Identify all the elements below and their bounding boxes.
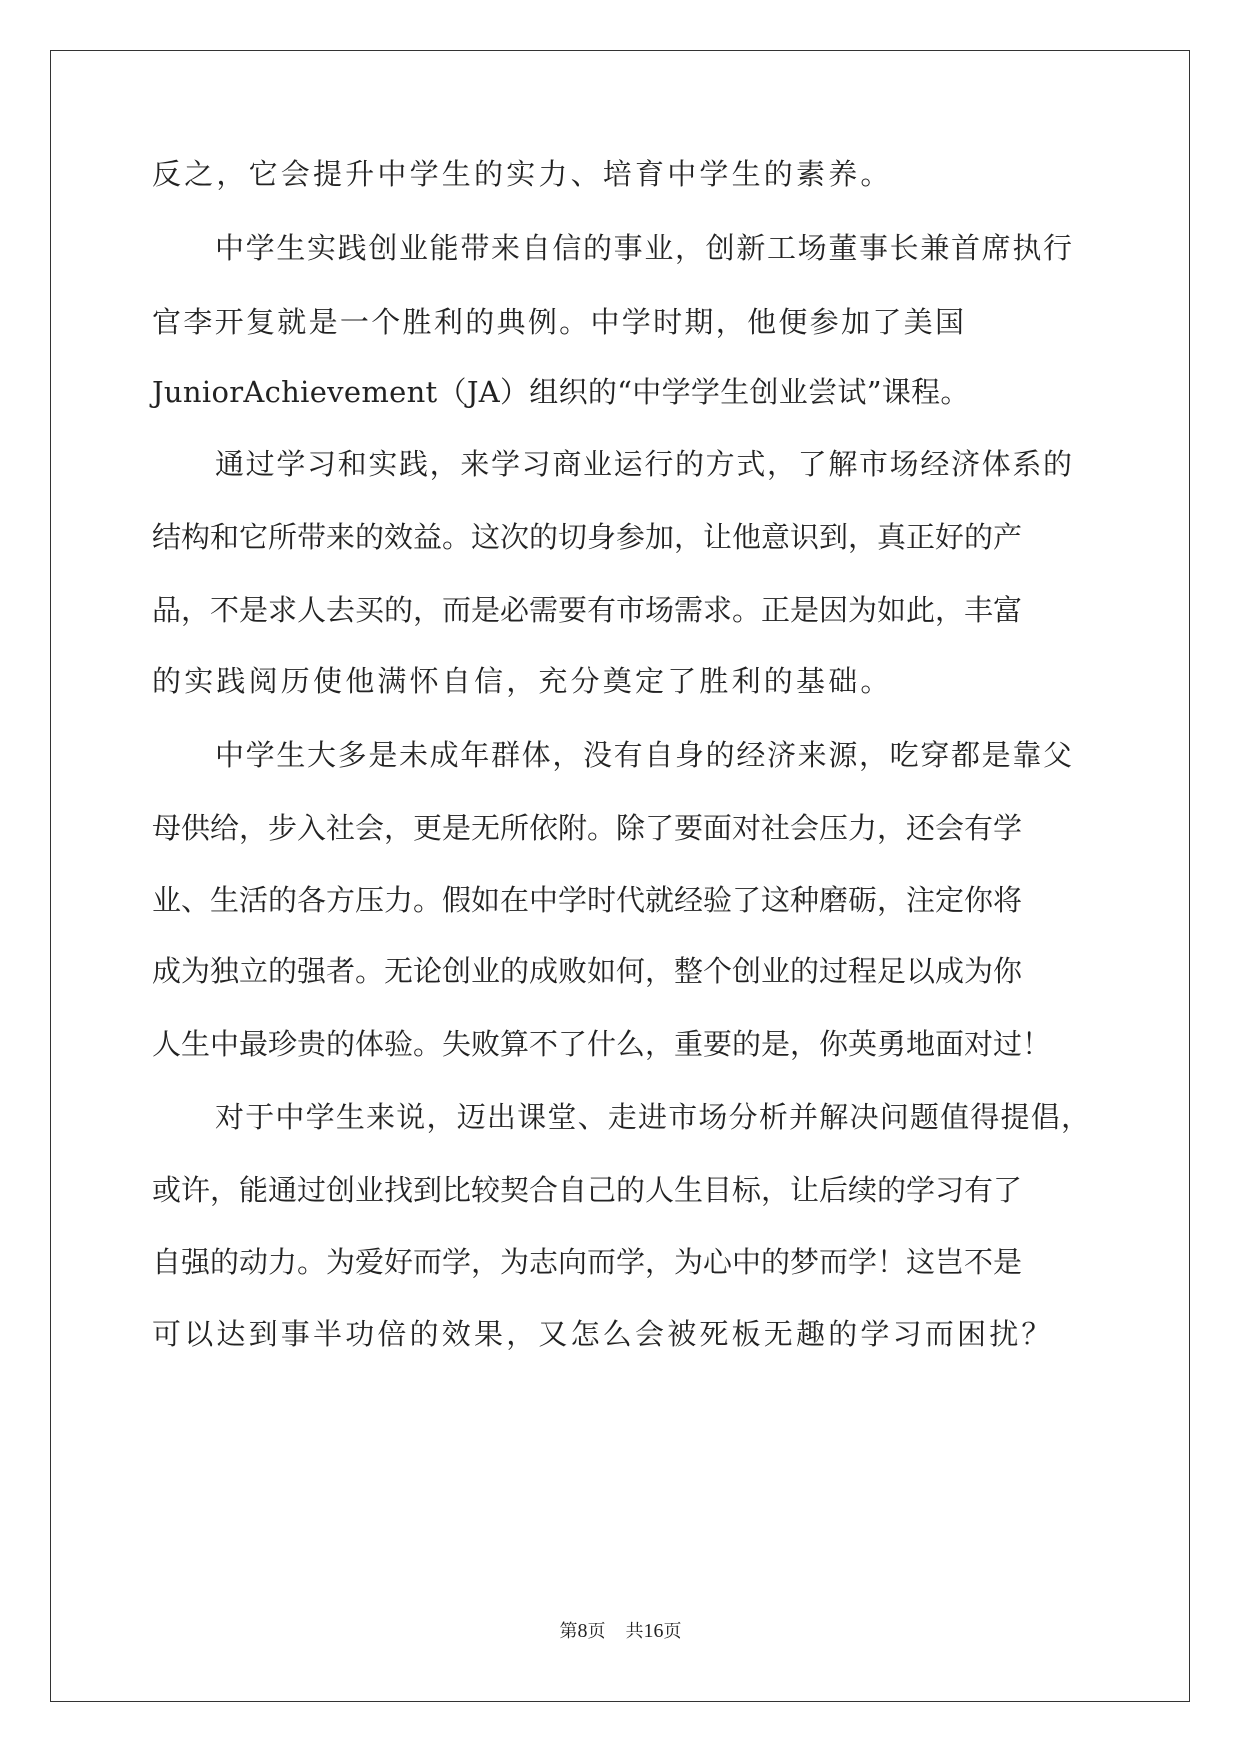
paragraph-first-line: 中学生大多是未成年群体，没有自身的经济来源，吃穿都是靠父 [215, 738, 1072, 772]
page-prefix: 第 [559, 1621, 578, 1642]
page-number: 8 [577, 1620, 588, 1642]
text-line: 官李开复就是一个胜利的典例。中学时期，他便参加了美国 [152, 305, 964, 339]
page-footer [0, 1619, 1241, 1644]
text-line: JuniorAchievement（JA）组织的“中学学生创业尝试”课程。 [152, 375, 970, 409]
text-line: 业、生活的各方压力。假如在中学时代就经验了这种磨砺，注定你将 [152, 883, 1023, 917]
text-line: 成为独立的强者。无论创业的成败如何，整个创业的过程足以成为你 [152, 954, 1023, 988]
total-pages: 16 [643, 1620, 664, 1642]
page-border [50, 50, 1190, 1702]
text-line: 反之，它会提升中学生的实力、培育中学生的素养。 [152, 157, 893, 191]
text-line: 可以达到事半功倍的效果，又怎么会被死板无趣的学习而困扰？ [152, 1317, 1054, 1351]
paragraph-first-line: 通过学习和实践，来学习商业运行的方式，了解市场经济体系的 [215, 447, 1072, 481]
text-line: 母供给，步入社会，更是无所依附。除了要面对社会压力，还会有学 [152, 811, 1023, 845]
text-line: 或许，能通过创业找到比较契合自己的人生目标，让后续的学习有了 [152, 1173, 1023, 1207]
total-suffix: 页 [663, 1621, 682, 1642]
text-line: 人生中最珍贵的体验。失败算不了什么，重要的是，你英勇地面对过！ [152, 1027, 1052, 1061]
text-line: 品，不是求人去买的，而是必需要有市场需求。正是因为如此，丰富 [152, 593, 1023, 627]
text-line: 结构和它所带来的效益。这次的切身参加，让他意识到，真正好的产 [152, 520, 1023, 554]
total-prefix: 共 [625, 1621, 644, 1642]
text-line: 的实践阅历使他满怀自信，充分奠定了胜利的基础。 [152, 664, 893, 698]
paragraph-first-line: 中学生实践创业能带来自信的事业，创新工场董事长兼首席执行 [215, 231, 1072, 265]
text-line: 自强的动力。为爱好而学，为志向而学，为心中的梦而学！这岂不是 [152, 1245, 1023, 1279]
page-suffix: 页 [587, 1621, 606, 1642]
paragraph-first-line: 对于中学生来说，迈出课堂、走进市场分析并解决问题值得提倡， [215, 1100, 1090, 1134]
